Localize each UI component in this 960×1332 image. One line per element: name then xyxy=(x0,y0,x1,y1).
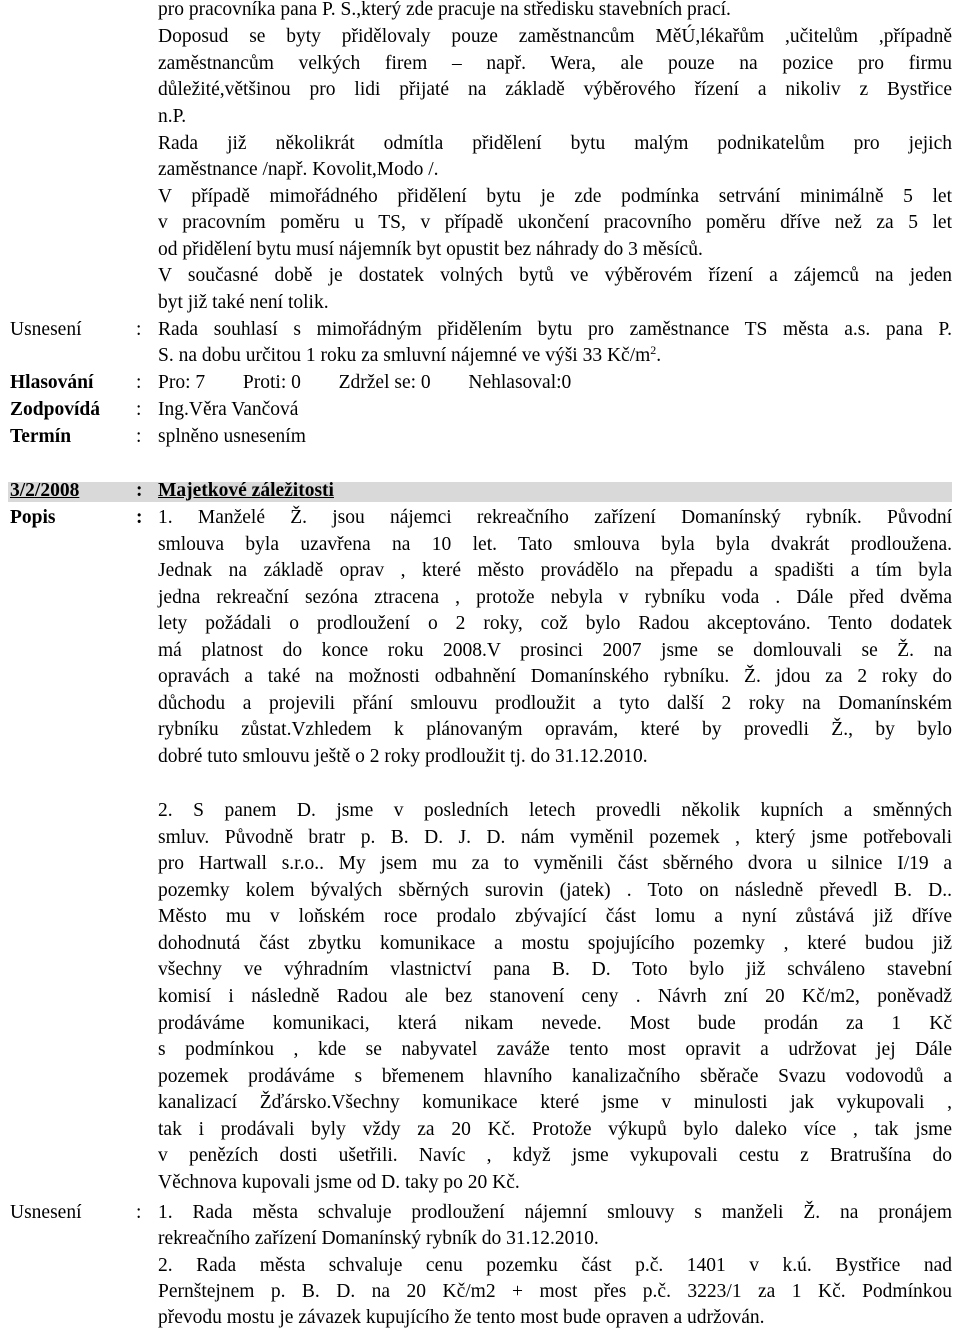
resolution-label: Usnesení xyxy=(10,1202,82,1223)
deadline-label: Termín xyxy=(10,426,72,447)
text-line: smlouva byla uzavřena na 10 let. Tato smlouva byla byla dvakrát prodloužena. xyxy=(158,534,952,555)
responsible-label: Zodpovídá xyxy=(10,399,100,420)
text-line: rybníku zůstat.Vzhledem k plánovaným opravám, které by provedli Ž., by bylo xyxy=(158,719,952,740)
text-line: Doposud se byty přidělovaly pouze zaměstnancům MěÚ,lékařům ,učitelům ,případně xyxy=(158,26,952,47)
resolution-text-line: Pernštejnem p. B. D. na 20 Kč/m2 + most přes p.č. 3223/1 za 1 Kč. Podmínkou xyxy=(158,1281,952,1302)
text-line: pro pracovníka pana P. S.,který zde pracuje na středisku stavebních prací. xyxy=(158,0,731,20)
text-line: komisí i následně Radou ale bez stanovení ceny . Návrh zní 20 Kč/m2, poněvadž xyxy=(158,986,952,1007)
vote-not-voted: Nehlasoval:0 xyxy=(468,372,572,393)
item-number: 3/2/2008 xyxy=(10,480,80,501)
deadline-value: splněno usnesením xyxy=(158,426,306,447)
text-line: s podmínkou , kde se nabyvatel zaváže tento most opravit a udržovat jej Dále xyxy=(158,1039,952,1060)
text-line: Jednak na základě oprav , které město provádělo na přepadu a spadišti a tím byla xyxy=(158,560,952,581)
text-line: v pracovním poměru u TS, v případě ukončení pracovního poměru dříve než za 5 let xyxy=(158,212,952,233)
colon: : xyxy=(136,372,142,393)
text-line: jedna rekreační sezóna ztracena , protože nebyla v rybníku voda . Dále před dvěma xyxy=(158,587,952,608)
text-line: má platnost do konce roku 2008.V prosinci 2007 jsme se domlouvali se Ž. na xyxy=(158,640,952,661)
text-line: 2. S panem D. jsme v posledních letech provedli několik kupních a směnných xyxy=(158,800,952,821)
colon: : xyxy=(136,507,143,528)
superscript: 2 xyxy=(650,343,657,357)
text-line: všechny ve výhradním vlastnictví pana B. D. Toto bylo již schváleno stavební xyxy=(158,959,952,980)
text-line: dobré tuto smlouvu ještě o 2 roky prodloužit tj. do 31.12.2010. xyxy=(158,746,648,767)
colon: : xyxy=(136,426,142,447)
text-line: pozemky kolem bývalých sběrných surovin (jatek) . Toto on následně převedl B. D.. xyxy=(158,880,952,901)
resolution-text-line: rekreačního zařízení Domanínský rybník do 31.12.2010. xyxy=(158,1228,599,1249)
text-line: smluv. Původně bratr p. B. D. J. D. nám vyměnil pozemek , který jsme potřebovali xyxy=(158,827,952,848)
description-label: Popis xyxy=(10,507,56,528)
vote-proti: Proti: 0 xyxy=(242,372,301,393)
text-line: kanalizací Žďársko.Všechny komunikace které jsme v minulosti jak vykupovali , xyxy=(158,1092,952,1113)
text-line: pro Hartwall s.r.o.. My jsem mu za to vyměnili část sběrného dvora u silnice I/19 a xyxy=(158,853,952,874)
vote-label: Hlasování xyxy=(10,372,94,393)
text-line: prodáváme komunikaci, která nikam nevede. Most bude prodán za 1 Kč xyxy=(158,1013,952,1034)
text-line: Město mu v loňském roce prodalo zbývající část lomu a nyní zůstává již dříve xyxy=(158,906,952,927)
text-line: zaměstnancům velkých firem – např. Wera, ale pouze na pozice pro firmu xyxy=(158,53,952,74)
text-line: v penězích dosti ušetřili. Navíc , když jsme vykupovali cestu z Bratrušína do xyxy=(158,1145,952,1166)
resolution-text-line xyxy=(158,343,952,370)
period: . xyxy=(656,345,662,366)
text-line: dohodnutá část zbytku komunikace a mostu spojujícího pozemky , které budou již xyxy=(158,933,952,954)
text-line: 1. Manželé Ž. jsou nájemci rekreačního zařízení Domanínský rybník. Původní xyxy=(158,507,952,528)
vote-pro: Pro: 7 xyxy=(158,372,206,393)
item-title: Majetkové záležitosti xyxy=(158,480,334,501)
text-line: V případě mimořádného přidělení bytu je zde podmínka setrvání minimálně 5 let xyxy=(158,186,952,207)
colon: : xyxy=(136,319,142,340)
colon: : xyxy=(136,399,142,420)
text-line: Věchnova kupovali jsme od D. taky po 20 Kč. xyxy=(158,1172,520,1193)
colon: : xyxy=(136,480,143,501)
text-line: n.P. xyxy=(158,106,187,127)
resolution-label: Usnesení xyxy=(10,319,82,340)
vote-abstained: Zdržel se: 0 xyxy=(338,372,431,393)
text-line: Rada již několikrát odmítla přidělení bytu malým podnikatelům pro jejich xyxy=(158,133,952,154)
text-line: důchodu a projevili přání smlouvu prodloužit a tyto další 2 roky na Domanínském xyxy=(158,693,952,714)
resolution-text-line: 1. Rada města schvaluje prodloužení nájemní smlouvy s manželi Ž. na pronájem xyxy=(158,1202,952,1223)
colon: : xyxy=(136,1202,142,1223)
vote-values xyxy=(158,370,952,397)
text-line: tak i prodávali byly vždy za 20 Kč. Protože výkupů bylo daleko více , tak jsme xyxy=(158,1119,952,1140)
text-line: opravách a také na možnosti odbahnění Domanínského rybníku. Ž. jdou za 2 roky do xyxy=(158,666,952,687)
text-line: lety požádali o prodloužení o 2 roky, což bylo Radou akceptováno. Tento dodatek xyxy=(158,613,952,634)
resolution-text: S. na dobu určitou 1 roku za smluvní nájemné ve výši 33 Kč/m xyxy=(158,345,651,366)
text-line: důležité,většinou pro lidi přijaté na základě výběrového řízení a nikoliv z Bystřice xyxy=(158,79,952,100)
resolution-text-line: Rada souhlasí s mimořádným přidělením bytu pro zaměstnance TS města a.s. pana P. xyxy=(158,319,952,340)
responsible-value: Ing.Věra Vančová xyxy=(158,399,299,420)
text-line: zaměstnance /např. Kovolit,Modo /. xyxy=(158,159,439,180)
text-line: od přidělení bytu musí nájemník byt opustit bez náhrady do 3 měsíců. xyxy=(158,239,703,260)
resolution-text-line: převodu mostu je závazek kupujícího že tento most bude opraven a udržován. xyxy=(158,1307,765,1328)
text-line: V současné době je dostatek volných bytů ve výběrovém řízení a zájemců na jeden xyxy=(158,265,952,286)
resolution-text-line: 2. Rada města schvaluje cenu pozemku část p.č. 1401 v k.ú. Bystřice nad xyxy=(158,1255,952,1276)
text-line: pozemek prodáváme s břemenem hlavního kanalizačního sběrače Svazu vodovodů a xyxy=(158,1066,952,1087)
text-line: byt již také není tolik. xyxy=(158,292,329,313)
